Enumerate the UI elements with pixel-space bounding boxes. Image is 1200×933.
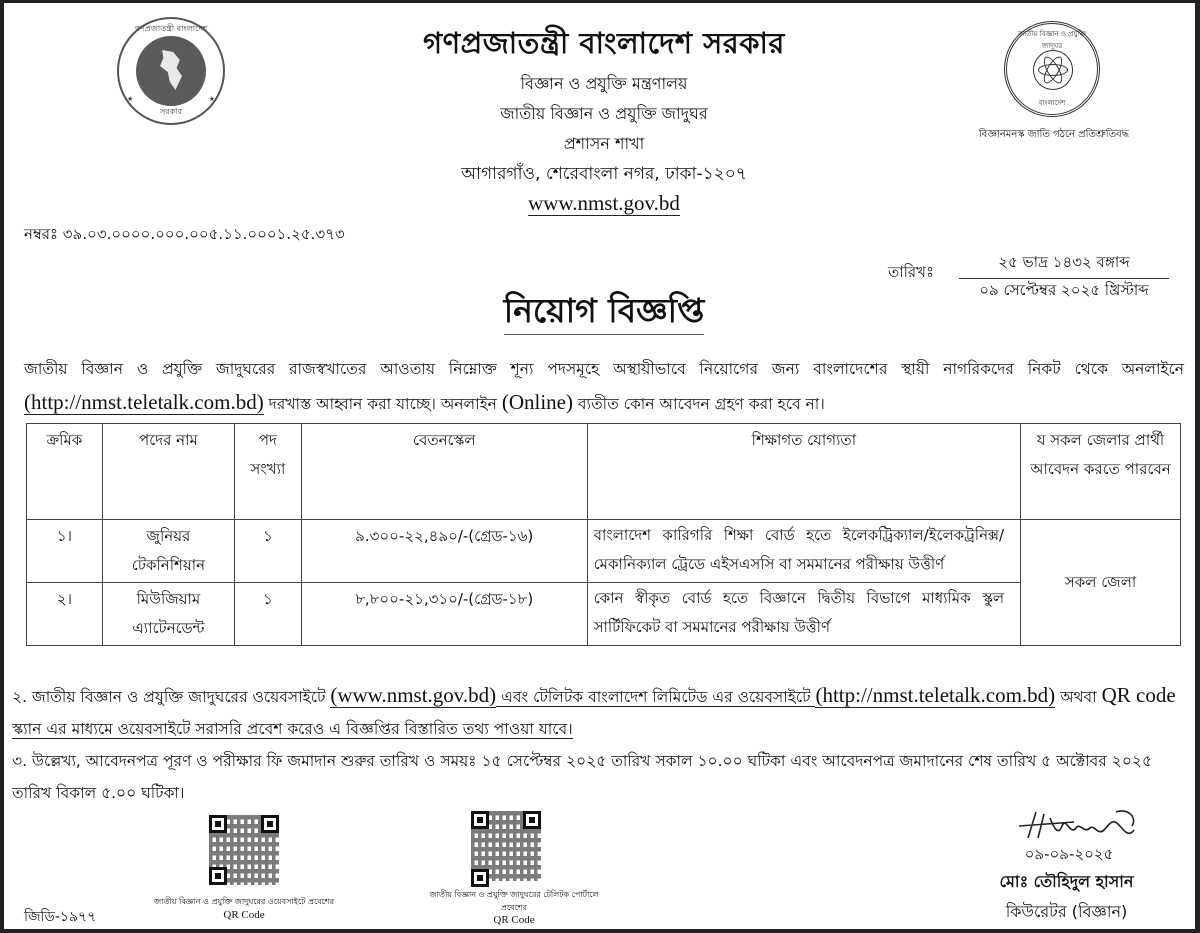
website-link[interactable] <box>484 191 724 216</box>
vacancy-table <box>26 423 1181 646</box>
nmst-atom-seal-icon <box>1004 21 1100 117</box>
qr-caption-teletalk: জাতীয় বিজ্ঞান ও প্রযুক্তি জাদুঘরের টেলিটক পোর্টালে <box>429 890 599 899</box>
signatory-designation: কিউরেটর (বিজ্ঞান) <box>1005 902 1128 921</box>
star-icon: ★ <box>208 95 215 103</box>
qr-code-icon[interactable] <box>209 815 279 885</box>
teletalk-link[interactable]: (http://nmst.teletalk.com.bd) <box>24 390 264 414</box>
seal-inner-circle <box>136 36 206 106</box>
qr-finder <box>471 811 489 829</box>
cell-pay-scale: ৯.৩০০-২২,৪৯০/-(গ্রেড-১৬) <box>301 520 587 583</box>
table-header-row <box>27 424 1181 520</box>
gd-number: জিডি-১৯৭৭ <box>24 909 97 925</box>
star-icon: ★ <box>127 95 134 103</box>
notice-title-text: নিয়োগ বিজ্ঞপ্তি <box>504 291 704 335</box>
motto: বিজ্ঞানমনস্ক জাতি গঠনে প্রতিশ্রুতিবদ্ধ <box>978 129 1130 140</box>
atom-icon <box>1033 50 1073 90</box>
cell-serial: ১। <box>27 520 103 583</box>
header-qualification: শিক্ষাগত যোগ্যতা <box>587 424 1021 520</box>
cell-post-name: জুনিয়র টেকনিশিয়ান <box>102 520 234 583</box>
cell-qualification: বাংলাদেশ কারিগরি শিক্ষা বোর্ড হতে ইলেকট্রিক্যাল/ইলেকট্রনিক্স/মেকানিক্যাল ট্রেডে এইসএসসি বা সমমানের পরীক্ষায় উত্তীর্ণ <box>587 520 1021 583</box>
cell-qualification: কোন স্বীকৃত বোর্ড হতে বিজ্ঞানে দ্বিতীয় বিভাগে মাধ্যমিক স্কুল সার্টিফিকেট বা সমমানের পরীক্ষায় উত্তীর্ণ <box>587 583 1021 646</box>
date-gregorian: ০৯ সেপ্টেম্বর ২০২৫ খ্রিস্টাব্দ <box>979 281 1149 299</box>
table-row <box>27 520 1181 583</box>
ministry-name: বিজ্ঞান ও প্রযুক্তি মন্ত্রণালয় <box>520 74 688 93</box>
seal-ring-text-top: জাতীয় বিজ্ঞান ও প্রযুক্তি জাদুঘর <box>1017 30 1087 50</box>
qr-code-text: QR code <box>1101 683 1176 707</box>
header-post-name: পদের নাম <box>102 424 234 520</box>
intro-text: ব্যতীত কোন আবেদন গ্রহণ করা হবে না। <box>573 395 825 413</box>
qr-caption-teletalk-2: প্রবেশের <box>501 903 527 912</box>
qr-finder <box>209 815 227 833</box>
qr-finder <box>471 869 489 887</box>
date-bangla: ২৫ ভাদ্র ১৪৩২ বঙ্গাব্দ <box>959 251 1169 279</box>
museum-name: জাতীয় বিজ্ঞান ও প্রযুক্তি জাদুঘর <box>500 104 708 123</box>
cell-districts: সকল জেলা <box>1021 520 1181 646</box>
address: আগারগাঁও, শেরেবাংলা নগর, ঢাকা-১২০৭ <box>461 164 747 184</box>
signature-date: ০৯-০৯-২০২৫ <box>1024 845 1114 863</box>
cell-pay-scale: ৮,৮০০-২১,৩১০/-(গ্রেড-১৮) <box>301 583 587 646</box>
cell-post-name: মিউজিয়াম এ্যাটেনডেন্ট <box>102 583 234 646</box>
note-text: এবং টেলিটক বাংলাদেশ লিমিটেড এর ওয়েবসাইটে <box>496 688 816 706</box>
seal-ring-text-top: গণপ্রজাতন্ত্রী বাংলাদেশ <box>134 24 208 33</box>
teletalk-link[interactable]: (http://nmst.teletalk.com.bd) <box>815 683 1056 707</box>
bangladesh-map-icon <box>160 50 182 90</box>
qr-finder <box>261 815 279 833</box>
branch-name: প্রশাসন শাখা <box>563 134 645 153</box>
note-2 <box>12 679 1192 745</box>
header-post-count: পদ সংখ্যা <box>234 424 301 520</box>
cell-post-count: ১ <box>234 583 301 646</box>
intro-text: দরখাস্ত আহ্বান করা যাচ্ছে। অনলাইন <box>263 395 502 413</box>
qr-finder <box>523 811 541 829</box>
signatory-name: মোঃ তৌহিদুল হাসান <box>999 872 1134 891</box>
handwritten-signature <box>1014 808 1144 844</box>
note-text: স্ক্যান এর মাধ্যমে ওয়েবসাইটে সরাসরি প্রবেশ করেও এ বিজ্ঞপ্তির বিস্তারিত তথ্য পাওয়া যাবে। <box>12 720 573 738</box>
note-text: অথবা <box>1055 688 1102 706</box>
online-text: (Online) <box>501 390 573 414</box>
note-text: ২. জাতীয় বিজ্ঞান ও প্রযুক্তি জাদুঘরের ওয়েবসাইটে <box>12 688 331 706</box>
notice-title <box>434 285 774 341</box>
qr-finder <box>209 867 227 885</box>
qr-label: QR Code <box>223 909 265 921</box>
header-pay-scale: বেতনস্কেল <box>301 424 587 520</box>
qr-label: QR Code <box>493 914 535 926</box>
table-row <box>27 583 1181 646</box>
date-label: তারিখঃ <box>888 263 934 281</box>
qr-caption-website: জাতীয় বিজ্ঞান ও প্রযুক্তি জাদুঘরের ওয়েবসাইটে প্রবেশের <box>154 897 334 906</box>
cell-post-count: ১ <box>234 520 301 583</box>
header-districts: য সকল জেলার প্রার্থী আবেদন করতে পারবেন <box>1021 424 1181 520</box>
header-serial: ক্রমিক <box>27 424 103 520</box>
website-link-text[interactable]: www.nmst.gov.bd <box>528 191 680 215</box>
intro-paragraph <box>24 353 1184 421</box>
qr-code-icon[interactable] <box>471 811 541 887</box>
seal-ring-text-bottom: সরকার <box>159 107 182 116</box>
memo-number: নম্বরঃ ৩৯.০৩.০০০০.০০০.০০৫.১১.০০০১.২৫.৩৭৩ <box>24 225 345 243</box>
note-3: ৩. উল্লেখ্য, আবেদনপত্র পূরণ ও পরীক্ষার ফি জমাদান শুরুর তারিখ ও সময়ঃ ১৫ সেপ্টেম্বর ২০২৫ তারিখ সকাল ১০.০০ ঘটিকা এবং আবেদনপত্র জমাদানের শেষ তারিখ ৫ অক্টোবর ২০২৫ তারিখ বিকাল ৫.০০ ঘটিকা। <box>12 752 1153 802</box>
government-title: গণপ্রজাতন্ত্রী বাংলাদেশ সরকার <box>423 26 785 60</box>
nmst-website-link[interactable]: (www.nmst.gov.bd) <box>330 683 497 707</box>
seal-ring-text-bottom: বাংলাদেশ <box>1038 99 1066 107</box>
intro-text: জাতীয় বিজ্ঞান ও প্রযুক্তি জাদুঘরের রাজস্বখাতের আওতায় নিম্নোক্ত শূন্য পদসমূহে অস্থায়ীভাবে নিয়োগের জন্য বাংলাদেশের স্থায়ী নাগরিকদের নিকট থেকে অনলাইনে <box>24 360 1184 378</box>
bangladesh-government-seal-icon <box>117 17 225 125</box>
cell-serial: ২। <box>27 583 103 646</box>
